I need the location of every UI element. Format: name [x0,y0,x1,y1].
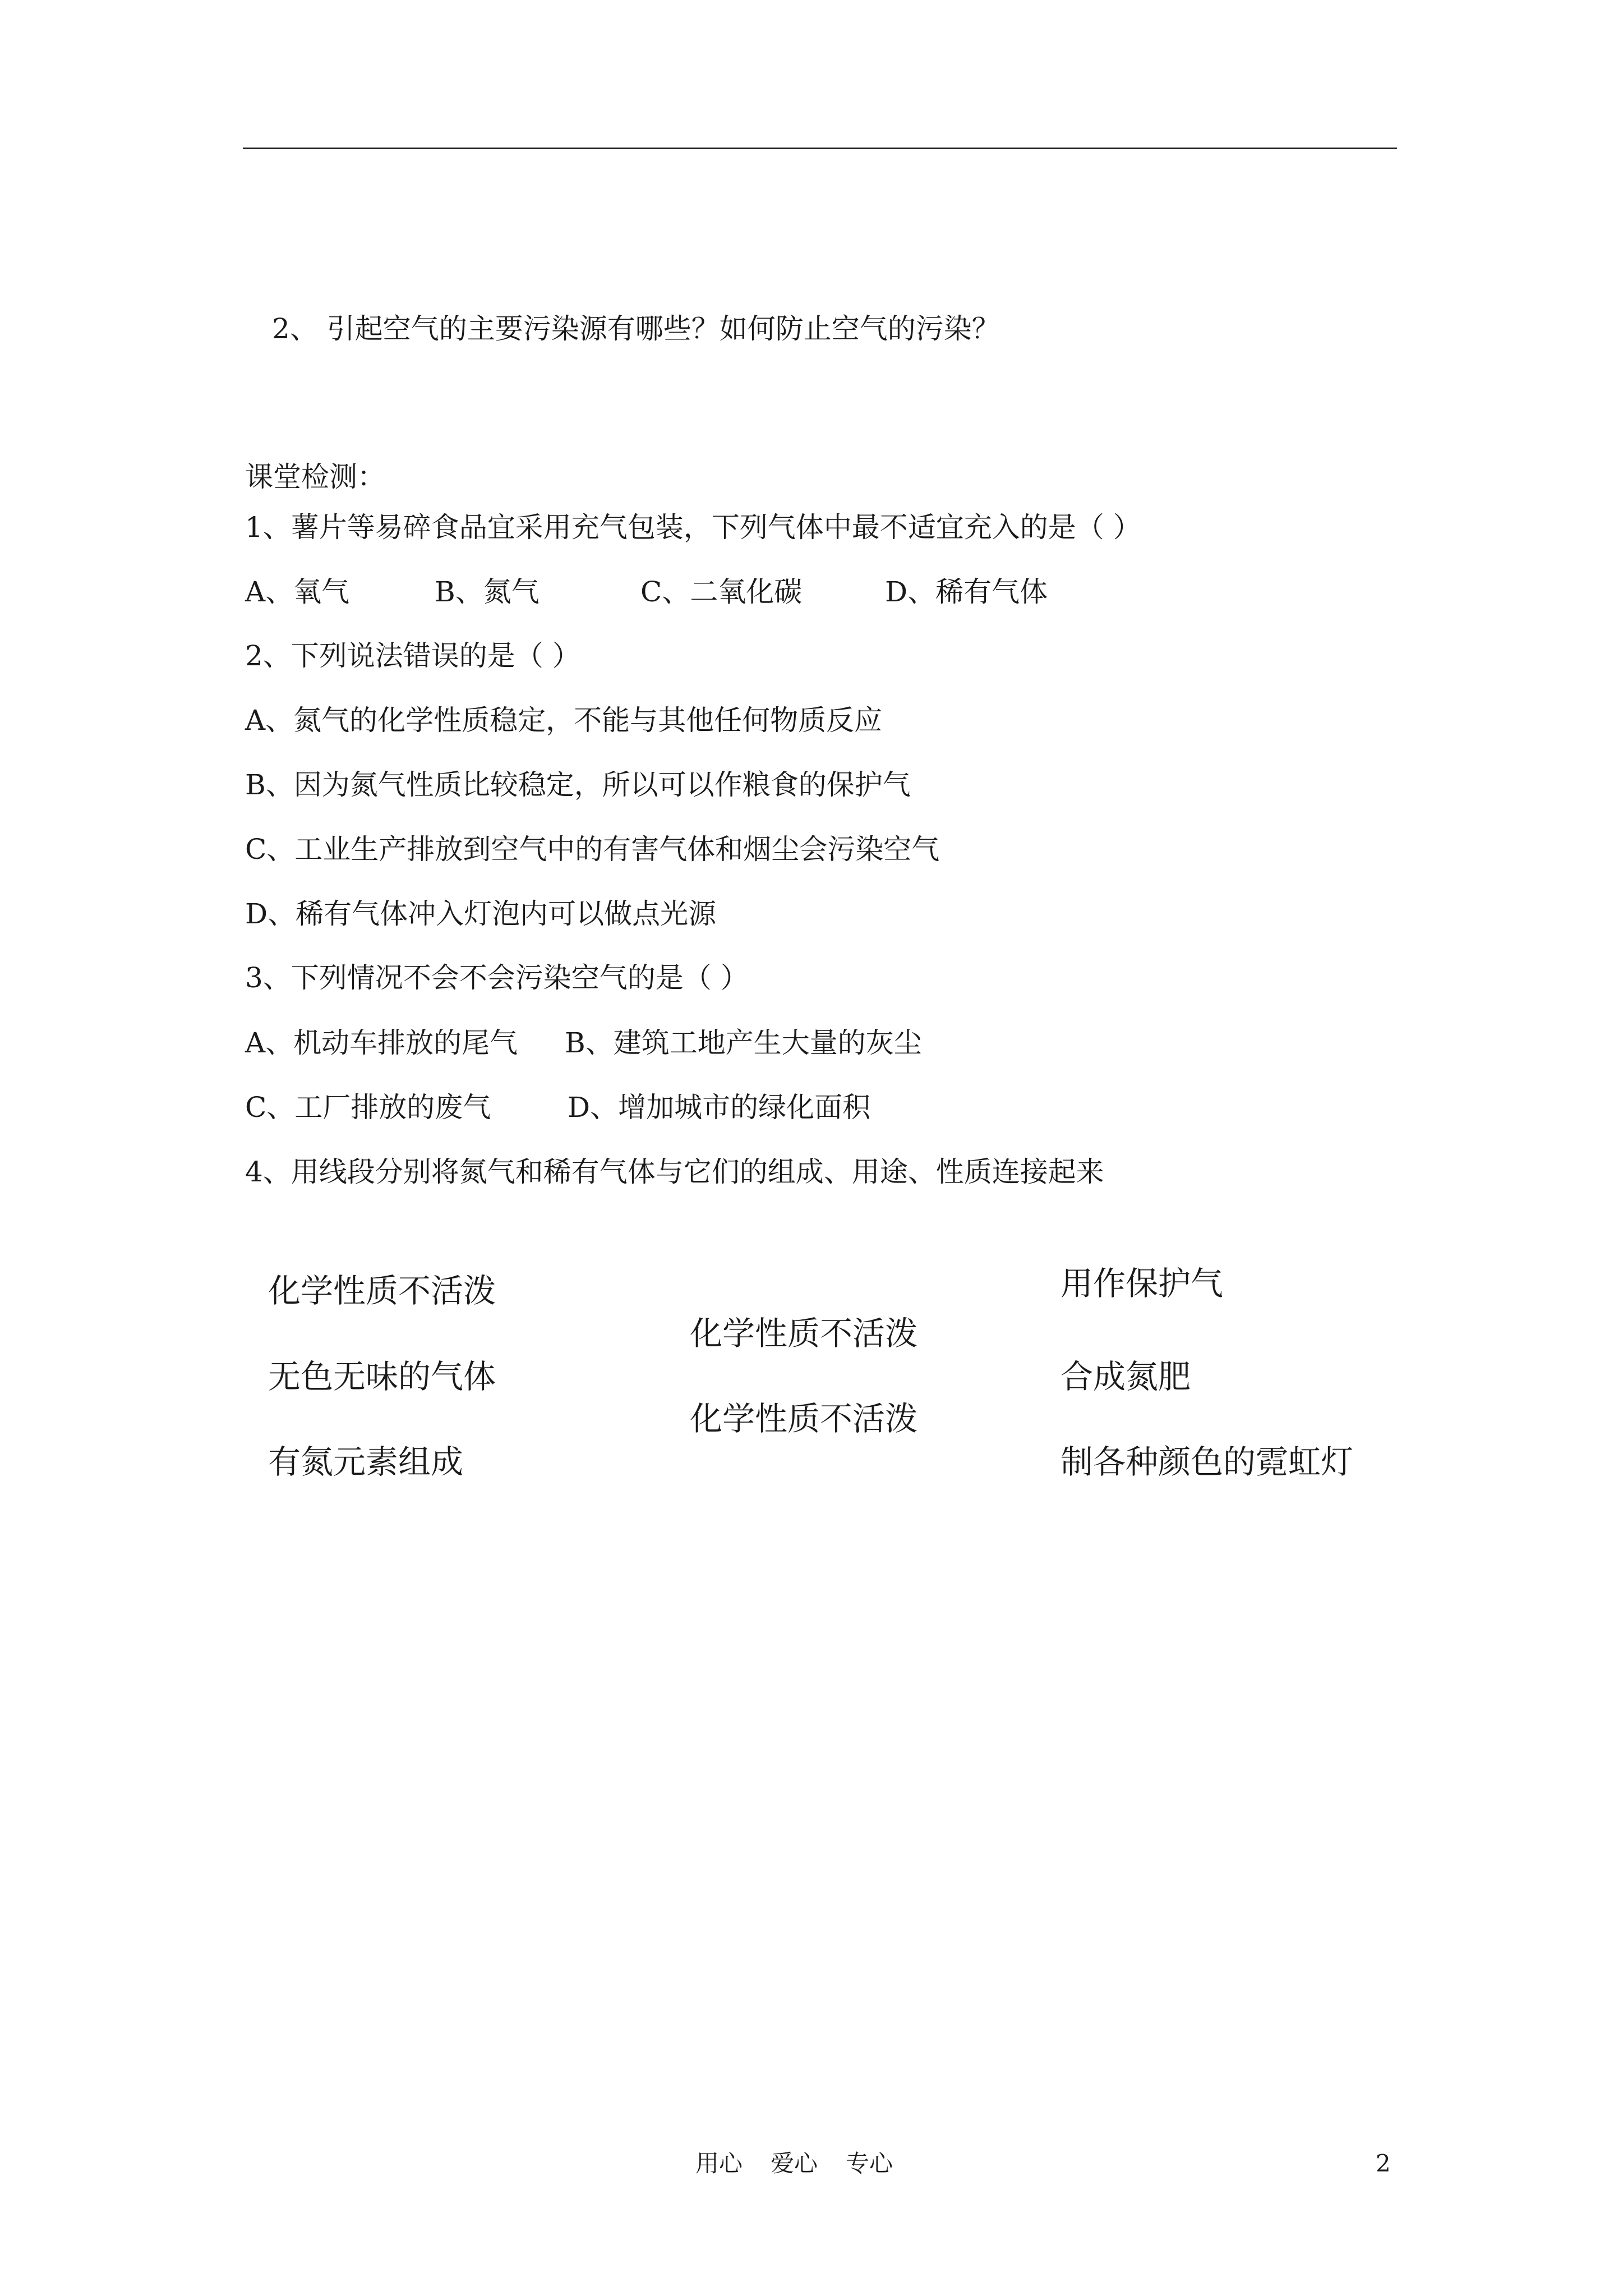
q2-stem: 2、下列说法错误的是（ ） [245,639,580,672]
q3-stem: 3、下列情况不会不会污染空气的是（ ） [245,961,749,994]
q4-left-item[interactable]: 无色无味的气体 [268,1358,496,1396]
footer-motto [695,2150,893,2178]
q3-option-c: C、工厂排放的废气 [245,1091,491,1124]
q4-left-item[interactable]: 有氮元素组成 [268,1443,464,1481]
q4-middle-item[interactable]: 化学性质不活泼 [690,1400,918,1438]
q4-right-item[interactable]: 制各种颜色的霓虹灯 [1061,1443,1354,1481]
intro-question: 2、 引起空气的主要污染源有哪些？如何防止空气的污染？ [272,312,1000,345]
q1-option-c: C、二氧化碳 [640,576,803,608]
q4-stem: 4、用线段分别将氮气和稀有气体与它们的组成、用途、性质连接起来 [245,1156,1104,1188]
section-title: 课堂检测： [245,461,385,493]
q4-left-item[interactable]: 化学性质不活泼 [268,1272,496,1310]
q3-option-d: D、增加城市的绿化面积 [568,1091,871,1124]
q2-option-c: C、工业生产排放到空气中的有害气体和烟尘会污染空气 [245,833,940,866]
page-number: 2 [1376,2150,1391,2177]
q3-option-a: A、机动车排放的尾气 [245,1027,518,1059]
q2-option-d: D、稀有气体冲入灯泡内可以做点光源 [245,898,717,930]
q2-option-a: A、氮气的化学性质稳定，不能与其他任何物质反应 [245,704,883,737]
header-rule [243,148,1397,149]
q4-right-item[interactable]: 用作保护气 [1061,1264,1224,1303]
q4-middle-item[interactable]: 化学性质不活泼 [690,1314,918,1352]
q3-option-b: B、建筑工地产生大量的灰尘 [565,1027,922,1059]
footer-motto-1: 用心 [695,2150,743,2177]
q1-stem: 1、薯片等易碎食品宜采用充气包装，下列气体中最不适宜充入的是（ ） [245,511,1141,544]
footer-motto-3: 专心 [846,2150,893,2177]
q4-right-item[interactable]: 合成氮肥 [1061,1358,1191,1396]
q1-option-b: B、氮气 [435,576,540,608]
footer-motto-2: 爱心 [771,2150,818,2177]
q2-option-b: B、因为氮气性质比较稳定，所以可以作粮食的保护气 [245,769,911,801]
q1-option-d: D、稀有气体 [885,576,1048,608]
q1-option-a: A、氧气 [245,576,350,608]
